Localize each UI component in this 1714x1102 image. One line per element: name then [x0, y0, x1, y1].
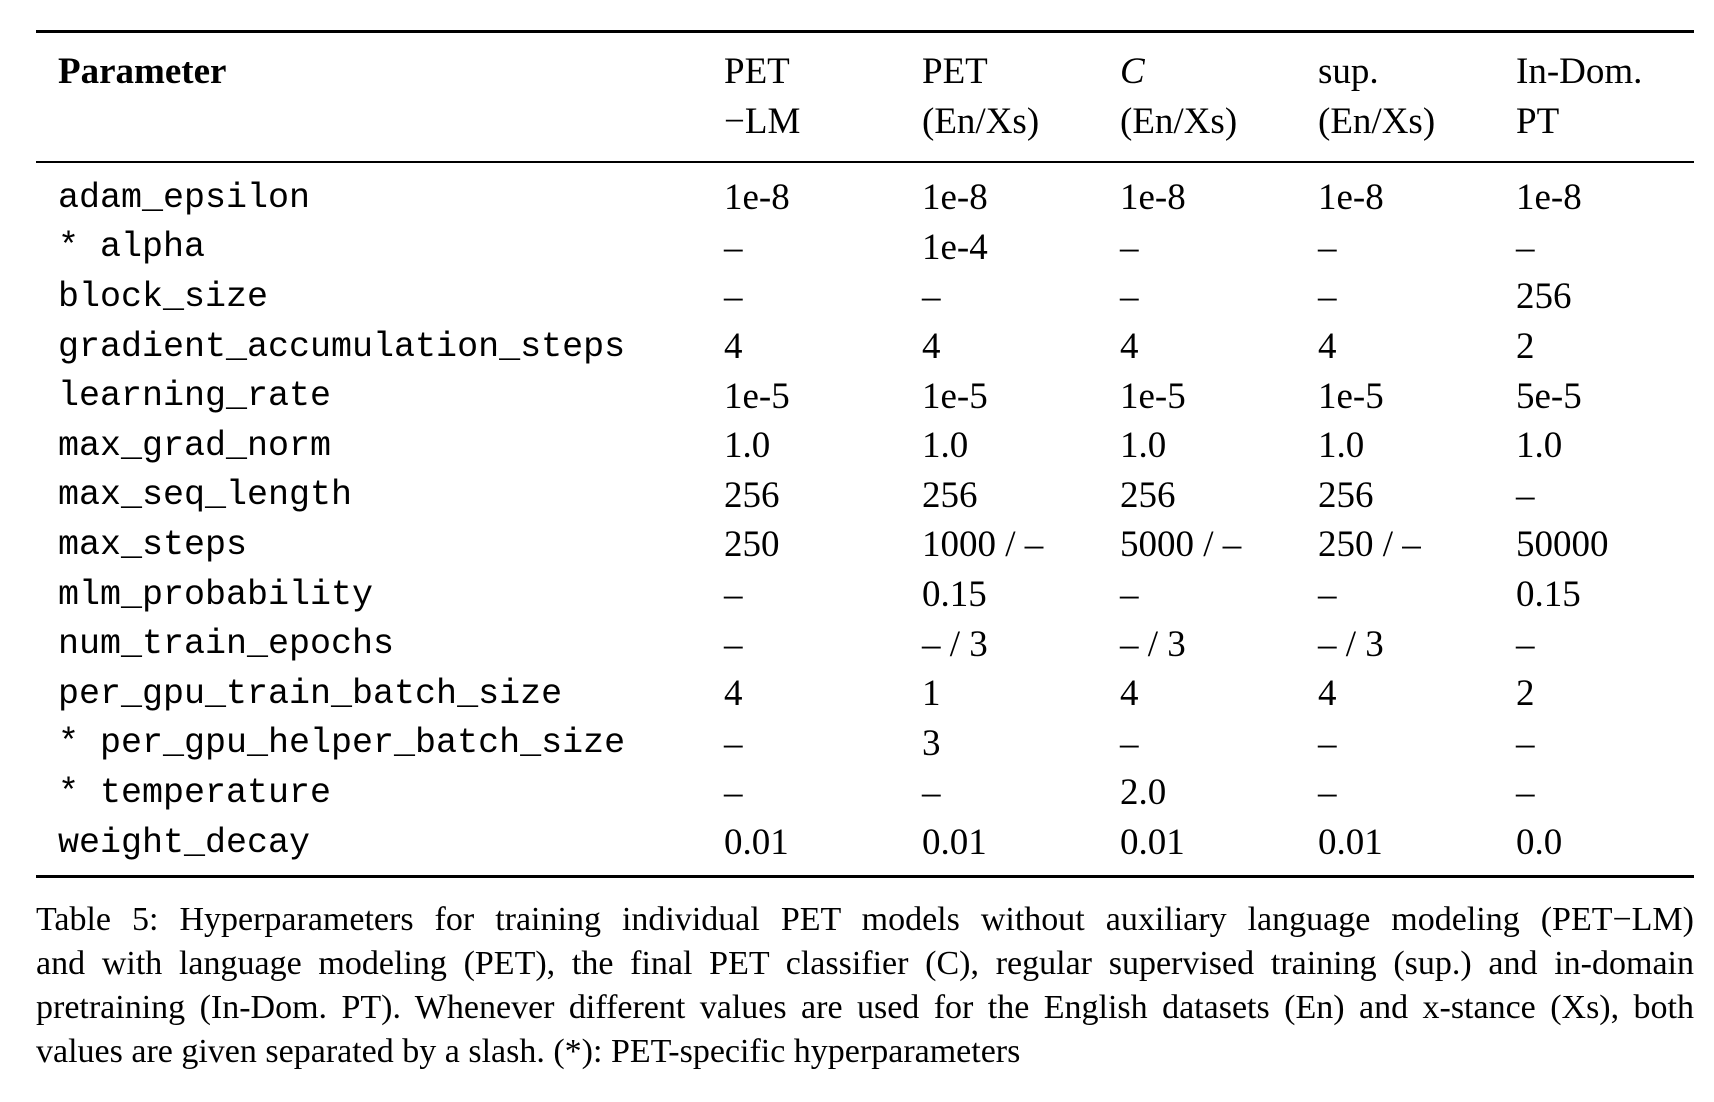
parameter-value: – — [922, 772, 941, 814]
parameter-name: max_steps — [58, 524, 248, 565]
parameter-value: 1e-8 — [922, 177, 988, 219]
parameter-name: weight_decay — [58, 822, 311, 863]
parameter-name: block_size — [58, 276, 269, 317]
header-line2: (En/Xs) — [1120, 101, 1238, 142]
table-row — [36, 570, 1694, 620]
hyperparameter-table — [36, 30, 1694, 878]
parameter-value: 4 — [724, 673, 743, 715]
parameter-value: – / 3 — [1120, 623, 1186, 665]
parameter-name: max_seq_length — [58, 475, 353, 516]
parameter-value: 256 — [1516, 276, 1572, 318]
parameter-value: – — [724, 722, 743, 764]
parameter-value: 256 — [1318, 474, 1374, 516]
parameter-value: 3 — [922, 722, 941, 764]
table-body — [36, 163, 1694, 875]
parameter-value: 1e-5 — [724, 375, 790, 417]
header-line2: −LM — [724, 101, 801, 142]
table-row — [36, 322, 1694, 372]
header-pet-lm — [724, 47, 922, 147]
parameter-value: – — [1120, 574, 1139, 616]
parameter-value: 1e-8 — [1120, 177, 1186, 219]
parameter-value: 0.01 — [1120, 822, 1185, 864]
parameter-value: 4 — [1318, 673, 1337, 715]
table-row — [36, 719, 1694, 769]
header-line2: (En/Xs) — [922, 101, 1040, 142]
table-header-row — [36, 33, 1694, 161]
caption-line: values are given separated by a slash. (*): PET-specific hyperparameters — [36, 1033, 1021, 1070]
parameter-value: – / 3 — [1318, 623, 1384, 665]
table-row — [36, 272, 1694, 322]
parameter-value: 1e-5 — [1318, 375, 1384, 417]
parameter-value: 1e-8 — [1318, 177, 1384, 219]
parameter-value: 4 — [1120, 326, 1139, 368]
table-row — [36, 619, 1694, 669]
parameter-value: – — [922, 276, 941, 318]
parameter-value: – — [724, 226, 743, 268]
parameter-value: 1e-5 — [922, 375, 988, 417]
caption-line: pretraining (In-Dom. PT). Whenever different values are used for the English datasets (En) and x-stance (Xs), both — [36, 989, 1694, 1026]
parameter-name: per_gpu_train_batch_size — [58, 673, 563, 714]
parameter-value: 2 — [1516, 326, 1535, 368]
parameter-value: 1.0 — [1318, 425, 1365, 467]
header-line1: C — [1120, 51, 1145, 92]
header-line1: sup. — [1318, 51, 1379, 92]
table-bottom-rule — [36, 875, 1694, 878]
parameter-value: 1e-8 — [724, 177, 790, 219]
caption-line: Table 5: Hyperparameters for training individual PET models without auxiliary language modeling (PET−LM) — [36, 901, 1694, 938]
parameter-value: – / 3 — [922, 623, 988, 665]
parameter-value: – — [724, 623, 743, 665]
parameter-value: – — [1318, 226, 1337, 268]
table-row — [36, 471, 1694, 521]
parameter-value: 4 — [724, 326, 743, 368]
parameter-value: – — [1516, 226, 1535, 268]
parameter-value: 256 — [922, 474, 978, 516]
parameter-value: – — [1318, 772, 1337, 814]
parameter-name: gradient_accumulation_steps — [58, 326, 626, 367]
table-row — [36, 173, 1694, 223]
parameter-name: learning_rate — [58, 376, 332, 417]
parameter-value: 0.01 — [724, 822, 789, 864]
table-row — [36, 223, 1694, 273]
parameter-value: – — [1318, 574, 1337, 616]
header-line1: In-Dom. — [1516, 51, 1643, 92]
table-row — [36, 818, 1694, 868]
parameter-value: 1 — [922, 673, 941, 715]
parameter-value: 0.15 — [1516, 574, 1581, 616]
parameter-value: 4 — [1120, 673, 1139, 715]
parameter-name: * per_gpu_helper_batch_size — [58, 723, 626, 764]
table-row — [36, 768, 1694, 818]
parameter-value: 1e-8 — [1516, 177, 1582, 219]
table-caption — [36, 898, 1694, 1074]
table-row — [36, 371, 1694, 421]
parameter-value: 256 — [1120, 474, 1176, 516]
parameter-value: 5e-5 — [1516, 375, 1582, 417]
parameter-value: 256 — [724, 474, 780, 516]
caption-line: and with language modeling (PET), the final PET classifier (C), regular supervised training (sup.) and in-domain — [36, 945, 1694, 982]
table-row — [36, 669, 1694, 719]
parameter-value: – — [1516, 474, 1535, 516]
parameter-value: 2 — [1516, 673, 1535, 715]
table-row — [36, 421, 1694, 471]
parameter-name: adam_epsilon — [58, 177, 311, 218]
header-in-dom-pt — [1516, 47, 1694, 147]
parameter-value: 0.01 — [1318, 822, 1383, 864]
parameter-value: 1.0 — [1120, 425, 1167, 467]
table-row — [36, 520, 1694, 570]
parameter-name: * alpha — [58, 227, 206, 268]
parameter-value: – — [724, 772, 743, 814]
header-pet — [922, 47, 1120, 147]
parameter-value: 4 — [1318, 326, 1337, 368]
parameter-value: – — [1516, 623, 1535, 665]
parameter-value: 1000 / – — [922, 524, 1044, 566]
parameter-value: 5000 / – — [1120, 524, 1242, 566]
parameter-value: 0.15 — [922, 574, 987, 616]
parameter-value: 4 — [922, 326, 941, 368]
header-sup — [1318, 47, 1516, 147]
parameter-name: * temperature — [58, 772, 332, 813]
parameter-value: 50000 — [1516, 524, 1609, 566]
header-line2: PT — [1516, 101, 1560, 142]
parameter-value: – — [724, 574, 743, 616]
parameter-value: 1e-5 — [1120, 375, 1186, 417]
header-classifier — [1120, 47, 1318, 147]
parameter-value: – — [1120, 276, 1139, 318]
parameter-value: 1.0 — [1516, 425, 1563, 467]
header-line1: PET — [922, 51, 988, 92]
header-parameter: Parameter — [58, 51, 227, 92]
parameter-value: 1e-4 — [922, 226, 988, 268]
parameter-value: 250 — [724, 524, 780, 566]
parameter-name: max_grad_norm — [58, 425, 332, 466]
header-line2: (En/Xs) — [1318, 101, 1436, 142]
parameter-value: 2.0 — [1120, 772, 1167, 814]
parameter-value: 250 / – — [1318, 524, 1421, 566]
parameter-name: num_train_epochs — [58, 624, 395, 665]
parameter-value: 1.0 — [724, 425, 771, 467]
parameter-value: – — [724, 276, 743, 318]
parameter-value: 0.01 — [922, 822, 987, 864]
parameter-value: – — [1516, 772, 1535, 814]
parameter-value: 0.0 — [1516, 822, 1563, 864]
parameter-value: – — [1318, 276, 1337, 318]
parameter-value: – — [1120, 722, 1139, 764]
parameter-value: – — [1120, 226, 1139, 268]
parameter-value: – — [1318, 722, 1337, 764]
parameter-value: – — [1516, 722, 1535, 764]
parameter-value: 1.0 — [922, 425, 969, 467]
parameter-name: mlm_probability — [58, 574, 374, 615]
header-line1: PET — [724, 51, 790, 92]
